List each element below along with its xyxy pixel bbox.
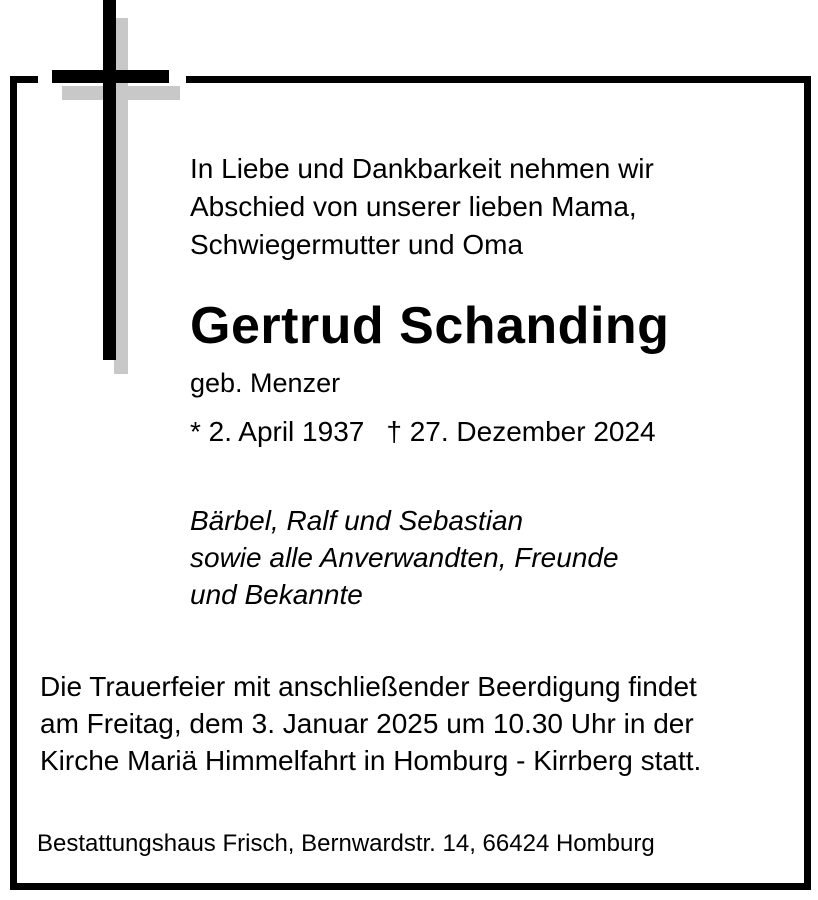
intro-line: Schwiegermutter und Oma	[190, 229, 524, 260]
cross-horizontal-bar	[52, 70, 169, 83]
deceased-name: Gertrud Schanding	[190, 297, 670, 355]
service-line: Kirche Mariä Himmelfahrt in Homburg - Kirrberg statt.	[40, 745, 702, 776]
service-text	[40, 668, 701, 779]
birth-date: * 2. April 1937	[190, 416, 365, 447]
mourners-line: und Bekannte	[190, 579, 363, 610]
intro-line: In Liebe und Dankbarkeit nehmen wir	[190, 153, 654, 184]
frame-top-right-line	[186, 76, 811, 83]
frame-right-line	[804, 76, 811, 890]
life-dates	[190, 418, 656, 446]
funeral-home-footer: Bestattungshaus Frisch, Bernwardstr. 14, 66424 Homburg	[37, 830, 655, 857]
service-line: Die Trauerfeier mit anschließender Beerdigung findet	[40, 671, 697, 702]
service-line: am Freitag, dem 3. Januar 2025 um 10.30 Uhr in der	[40, 708, 694, 739]
maiden-name: geb. Menzer	[190, 368, 341, 398]
frame-left-line	[10, 76, 17, 890]
mourners-text	[190, 502, 619, 613]
mourners-line: Bärbel, Ralf und Sebastian	[190, 505, 524, 536]
intro-text	[190, 150, 654, 264]
intro-line: Abschied von unserer lieben Mama,	[190, 191, 637, 222]
cross-vertical-bar	[103, 0, 116, 360]
cross-shadow-horizontal	[62, 86, 180, 100]
death-date: † 27. Dezember 2024	[386, 416, 656, 447]
mourners-line: sowie alle Anverwandten, Freunde	[190, 542, 619, 573]
frame-bottom-line	[10, 883, 811, 890]
